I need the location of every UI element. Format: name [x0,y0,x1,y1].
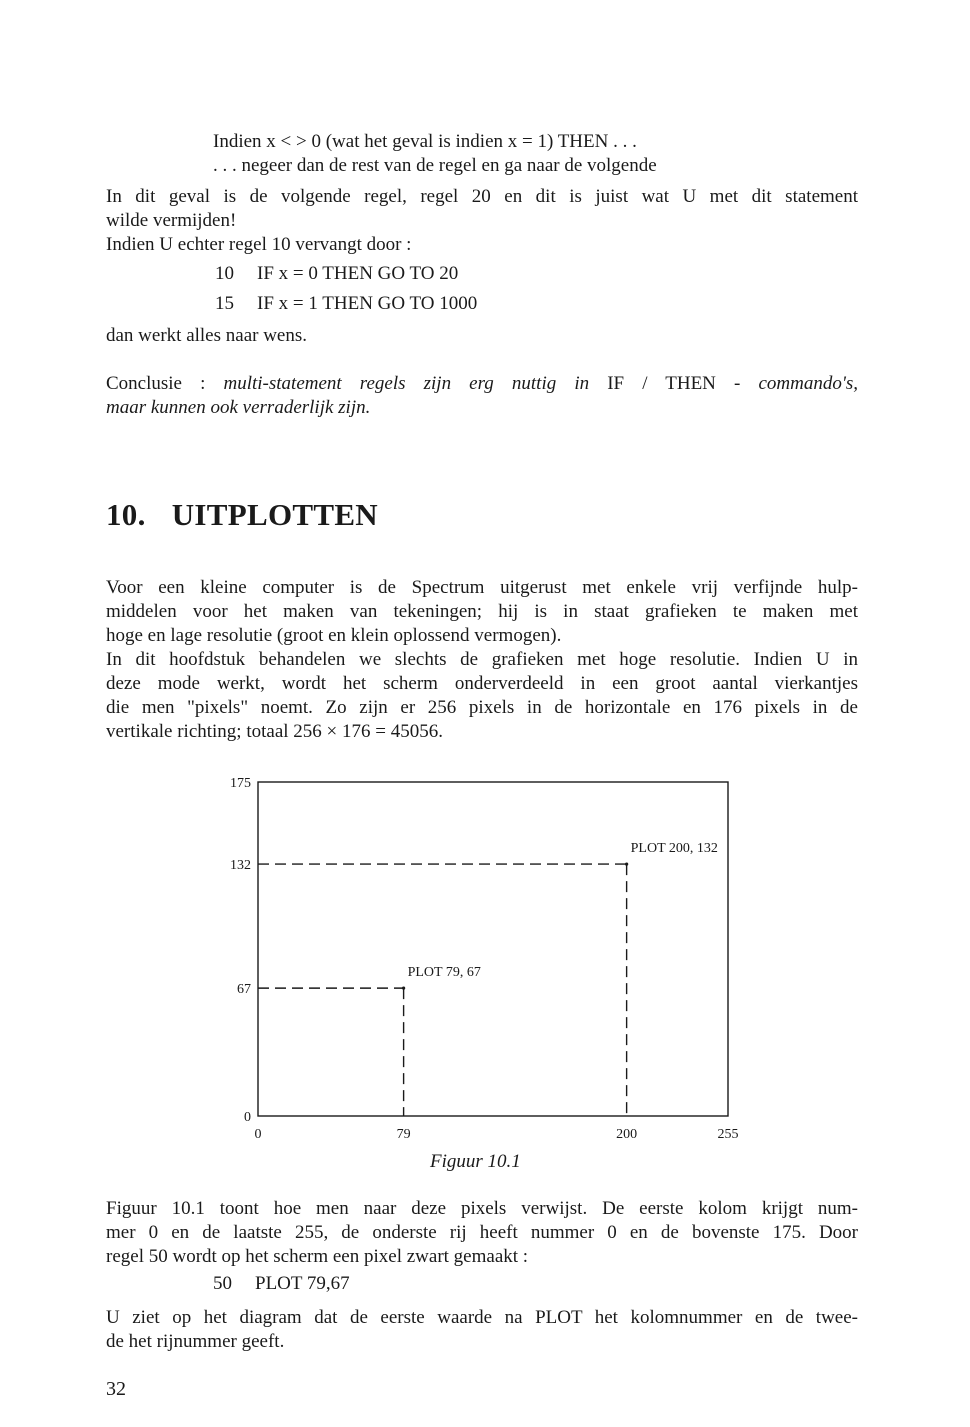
conclusion-text-end: - commando's, [734,373,859,394]
y-tick-label: 67 [237,982,251,998]
plot-diagram [200,770,760,1150]
x-tick-label: 0 [254,1127,262,1142]
y-tick-label: 0 [244,1110,251,1125]
text-line: de het rijnummer geeft. [106,1331,285,1352]
text-line: vertikale richting; totaal 256 × 176 = 45056. [106,721,443,742]
intro-line-2: . . . negeer dan de rest van de regel en ga naar de volgende [213,155,657,176]
point-label: PLOT 200, 132 [630,841,718,857]
y-tick-label: 175 [230,776,251,791]
intro-paragraph-3: dan werkt alles naar wens. [106,325,308,346]
text-line: Voor een kleine computer is de Spectrum uitgerust met enkele vrij verfijnde hulp- [106,577,858,598]
text-line: die men "pixels" noemt. Zo zijn er 256 pixels in de horizontale en 176 pixels in de [106,697,858,718]
text-line: regel 50 wordt op het scherm een pixel zwart gemaakt : [106,1246,529,1267]
code-line-number: 50 [213,1273,232,1294]
text-line: U ziet op het diagram dat de eerste waarde na PLOT het kolomnummer en de twee- [106,1307,858,1328]
section-heading [106,497,378,533]
text-line: Figuur 10.1 toont hoe men naar deze pixels verwijst. De eerste kolom krijgt num- [106,1198,858,1219]
conclusion-line-2: maar kunnen ook verraderlijk zijn. [106,397,371,418]
code-statement: IF x = 0 THEN GO TO 20 [257,263,459,284]
code-statement: IF x = 1 THEN GO TO 1000 [257,293,478,314]
text-line: mer 0 en de laatste 255, de onderste rij heeft nummer 0 en de bovenste 175. Door [106,1222,858,1243]
text-line: In dit hoofdstuk behandelen we slechts de grafieken met hoge resolutie. Indien U in [106,649,858,670]
intro-paragraph-line-1: In dit geval is de volgende regel, regel 20 en dit is juist wat U met dit statement [106,186,858,207]
plot-point [402,987,405,990]
code-statement: PLOT 79,67 [255,1273,350,1294]
point-label: PLOT 79, 67 [407,965,481,981]
conclusion-keyword: IF / THEN [607,373,716,394]
conclusion-text: multi-statement regels zijn erg nuttig in [223,373,590,394]
x-tick-label: 200 [616,1127,638,1142]
section-title: UITPLOTTEN [171,497,378,532]
x-tick-label: 255 [717,1127,739,1142]
intro-line-1: Indien x < > 0 (wat het geval is indien x = 1) THEN . . . [213,131,637,152]
intro-paragraph-line-2: wilde vermijden! [106,210,237,231]
text-line: deze mode werkt, wordt het scherm onderverdeeld in een groot aantal vierkantjes [106,673,858,694]
figure-10-1 [200,770,760,1150]
text-line: hoge en lage resolutie (groot en klein oplossend vermogen). [106,625,562,646]
text-line: middelen voor het maken van tekeningen; hij is in staat grafieken te maken met [106,601,858,622]
x-tick-label: 79 [396,1127,411,1142]
code-line-number: 10 [215,263,234,284]
figure-caption: Figuur 10.1 [430,1151,521,1172]
plot-frame [258,782,728,1116]
conclusion-line-1 [106,372,858,396]
section-number: 10. [106,497,146,532]
code-line-number: 15 [215,293,234,314]
conclusion-label: Conclusie : [106,373,206,394]
intro-paragraph-2: Indien U echter regel 10 vervangt door : [106,234,412,255]
page-number: 32 [106,1378,126,1400]
y-tick-label: 132 [230,858,251,874]
plot-point [625,862,628,865]
